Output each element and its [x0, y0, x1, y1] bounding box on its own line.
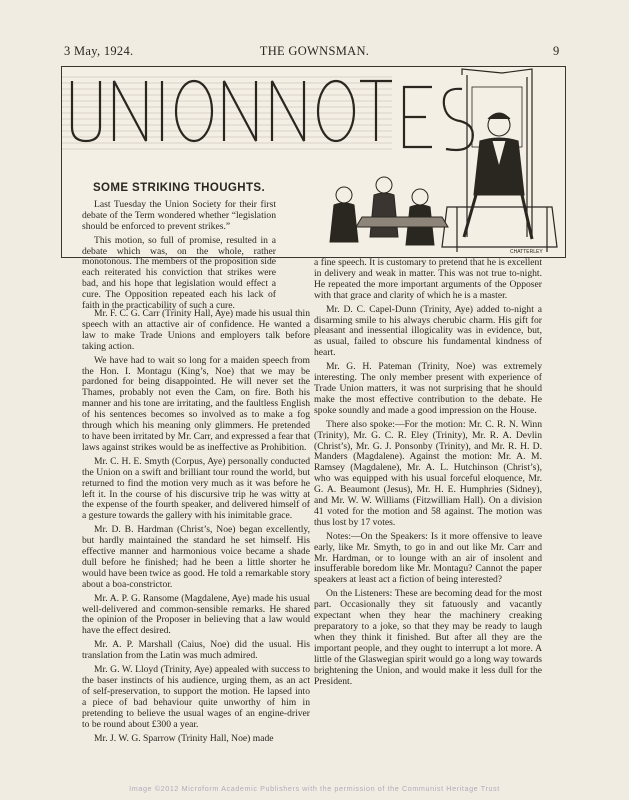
publication-title: THE GOWNSMAN.: [259, 44, 370, 58]
paragraph: Mr. A. P. G. Ransome (Magdalene, Aye) made his usual well-delivered and common-sensible remarks. He shared the opinion of the Proposer in believing that a law would have the effect desired.: [82, 592, 310, 637]
issue-date: 3 May, 1924.: [64, 44, 134, 58]
banner-lettering: [72, 81, 473, 150]
paragraph: Notes:—On the Speakers: Is it more offensive to leave early, like Mr. Smyth, to go in and out like Mr. Carr and Mr. Hardman, or to lounge with an air of insolent and insufferable boredom like Mr. Montagu? Cannot the paper speakers at least act a fiction of being interested?: [314, 530, 542, 586]
article-right-column: [314, 258, 542, 690]
paragraph: Mr. D. B. Hardman (Christ’s, Noe) began excellently, but hardly maintained the standard he set himself. His effective manner and harmonious voice became a shade dull before he finished; had he been a little shorter he would have been twice as good. He told a remarkable story about a boa-constrictor.: [82, 524, 310, 590]
listener-figures: [330, 177, 448, 245]
paragraph: We have had to wait so long for a maiden speech from the Hon. I. Montagu (King’s, Noe) that we may be pardoned for being disappointed. He will never set the Thames, probably not even the Cam, on fire. Both his manner and his tone are irritating, and the faultless English of his sentences becomes so involved as to make a fog through which his meaning only glimmers. He pretended to have been irritated by Mr. Carr, and expressed a fear that laws against strikes would be as ineffective as Prohibition.: [82, 354, 310, 453]
paragraph: Mr. A. P. Marshall (Caius, Noe) did the usual. His translation from the Latin was much admired.: [82, 639, 310, 662]
paragraph: a fine speech. It is customary to pretend that he is excellent in delivery and weak in matter. This was not true to-night. He repeated the more important arguments of the Opposer with that grace and clarity of which he is a master.: [314, 257, 542, 301]
paragraph: Last Tuesday the Union Society for their first debate of the Term wondered whether “legislation should be enforced to prevent strikes.”: [82, 198, 276, 232]
paragraph: Mr. J. W. G. Sparrow (Trinity Hall, Noe) made: [94, 732, 274, 744]
paragraph: Mr. F. C. G. Carr (Trinity Hall, Aye) made his usual thin speech with an attactive air of confidence. He wanted a law to make Trade Unions and employers talk before taking action.: [82, 308, 310, 352]
banner-title: UNION NOTES: [72, 167, 79, 168]
paragraph: There also spoke:—For the motion: Mr. C. R. N. Winn (Trinity), Mr. G. C. R. Eley (Trinity), Mr. R. A. Devlin (Christ’s), Mr. G. J. Ponsonby (Trinity), and Mr. R. H. D. Manders (Magdalene). Against the motion: Mr. A. M. Ramsey (Magdalene), Mr. A. L. Hutchinson (Christ’s), who was equipped with his usual forceful eloquence, Mr. G. A. Beaumont (Jesus), Mr. H. E. Humphries (Sidney), and Mr. W. W. Williams (Fitzwilliam Hall). On a division 41 voted for the motion and 58 against. The motion was thus lost by 17 votes.: [314, 418, 542, 528]
article-heading: SOME STRIKING THOUGHTS.: [92, 182, 266, 194]
copyright-footer: Image ©2012 Microform Academic Publishers with the permission of the Communist Heritage Trust: [129, 784, 500, 793]
paragraph: Mr. C. H. E. Smyth (Corpus, Aye) personally conducted the Union on a swift and brilliant tour round the world, but returned to find the motion very much as it was before he left it. In the course of his discursive trip he was witty at the expense of the fourth speaker, and delivered himself of a gesture towards the gallery with his inimitable grace.: [82, 455, 310, 522]
paragraph: On the Listeners: These are becoming dead for the most part. Occasionally they sit fatuously and vacantly expectant when they hear the machinery creaking preparatory to a joke, so that they may be ready to laugh when they think it finished. But after all they are the important people, and they ought to interrupt a lot more. A little of the Glaswegian spirit would go a long way towards brightening the Union, and would make it less dull for the President.: [314, 588, 542, 687]
paragraph: Mr. G. H. Pateman (Trinity, Noe) was extremely interesting. The only member present with experience of Trade Union matters, it was not surprising that he should make the most effective contribution to the debate. He spoke soundly and made a good impression on the House.: [314, 361, 542, 416]
paragraph: This motion, so full of promise, resulted in a debate which was, on the whole, rather monotonous. The members of the proposition side each reiterated his conviction that strikes were bad, and his hope that legislation would effect a cure. The Opposition repeated each his lack of faith in the practicability of such a cure.: [82, 234, 276, 312]
paragraph: Mr. G. W. Lloyd (Trinity, Aye) appealed with success to the baser instincts of his audience, urging them, as an act of self-preservation, to support the motion. He lapsed into a piece of bad behaviour quite unworthy of him in pretending to believe the usual wages of an engine-driver to be round about £300 a year.: [82, 664, 310, 730]
paragraph: Mr. D. C. Capel-Dunn (Trinity, Aye) added to-night a disarming smile to his always cherubic charm. His gift for pleasant and inessential illogicality was in evidence, but, as usual, failed to obscure his fundamental kindness of heart.: [314, 303, 542, 359]
artist-signature: CHATTERLEY: [510, 249, 543, 255]
article-left-top: [82, 183, 276, 315]
article-left-column: [82, 309, 310, 747]
page-number: 9: [553, 44, 560, 58]
page-header: [0, 44, 629, 60]
